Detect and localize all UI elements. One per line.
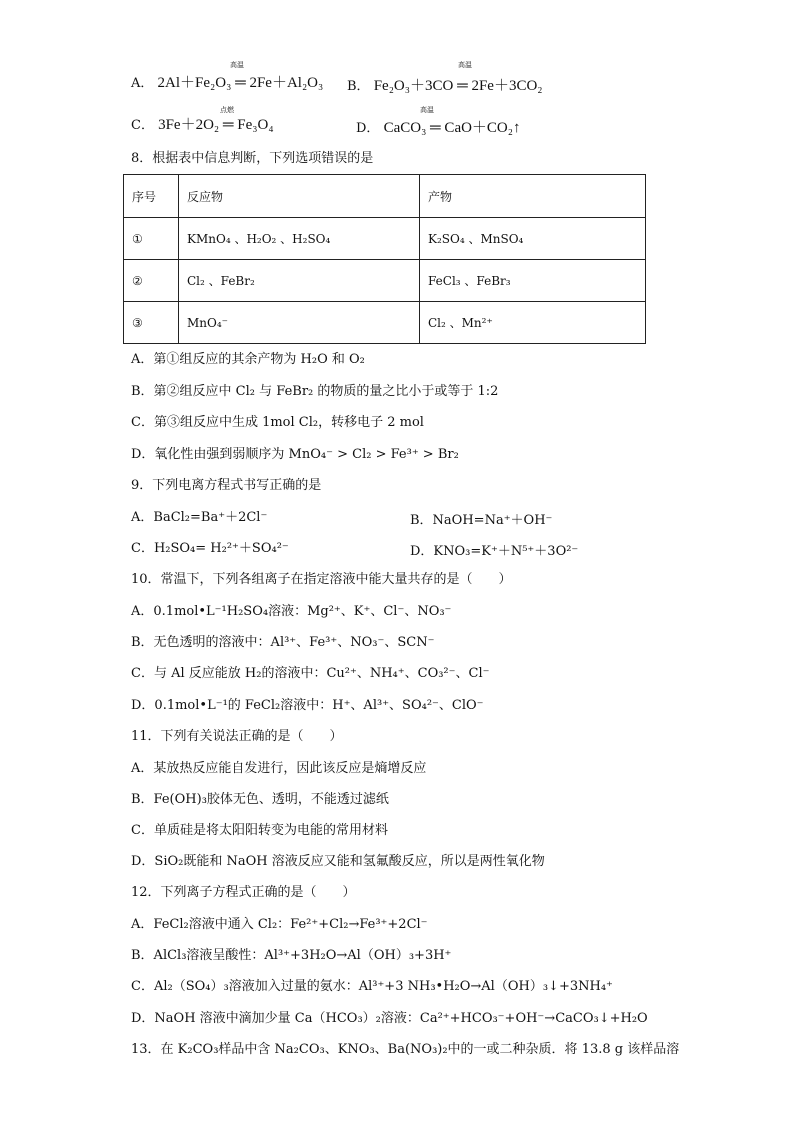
- header-cell: 序号: [124, 175, 179, 218]
- table-cell: Cl₂ 、Mn²⁺: [420, 302, 646, 344]
- q9-stem: 9．下列电离方程式书写正确的是: [131, 478, 322, 493]
- option-label: A．: [131, 76, 154, 91]
- table-cell: KMnO₄ 、H₂O₂ 、H₂SO₄: [179, 218, 420, 260]
- equation: 2Al＋Fe₂O₃ ═ 2Fe＋Al₂O₃: [157, 75, 324, 91]
- table-row: [124, 260, 646, 302]
- table-row: [124, 218, 646, 260]
- q10-option-a: A．0.1mol•L⁻¹H₂SO₄溶液：Mg²⁺、K⁺、Cl⁻、NO₃⁻: [131, 604, 452, 619]
- q10-option-b: B．无色透明的溶液中：Al³⁺、Fe³⁺、NO₃⁻、SCN⁻: [131, 635, 435, 650]
- option-label: B．: [347, 79, 370, 94]
- option-label: D．: [356, 121, 380, 136]
- reaction-condition: 高温: [230, 61, 244, 69]
- q11-stem: 11．下列有关说法正确的是（ ）: [131, 729, 343, 744]
- header-cell: 反应物: [179, 175, 420, 218]
- q12-option-a: A．FeCl₂溶液中通入 Cl₂：Fe²⁺+Cl₂→Fe³⁺+2Cl⁻: [131, 917, 428, 932]
- header-cell: 产物: [420, 175, 646, 218]
- q7-option-d: [356, 116, 521, 137]
- q10-option-c: C．与 Al 反应能放 H₂的溶液中：Cu²⁺、NH₄⁺、CO₃²⁻、Cl⁻: [131, 666, 490, 681]
- q13-stem: 13．在 K₂CO₃样品中含 Na₂CO₃、KNO₃、Ba(NO₃)₂中的一或二种杂质．将 13.8 g 该样品溶: [131, 1042, 680, 1057]
- q8-option-d: D．氧化性由强到弱顺序为 MnO₄⁻ > Cl₂ > Fe³⁺ > Br₂: [131, 447, 459, 462]
- reaction-condition: 高温: [458, 61, 472, 69]
- q9-option-a: A．BaCl₂=Ba⁺＋2Cl⁻: [131, 510, 268, 525]
- reaction-table: [123, 174, 646, 344]
- option-label: C．: [131, 118, 154, 133]
- equation: Fe₂O₃＋3CO ═ 2Fe＋3CO₂: [373, 78, 543, 94]
- table-cell: ①: [124, 218, 179, 260]
- q12-stem: 12．下列离子方程式正确的是（ ）: [131, 885, 356, 900]
- table-cell: MnO₄⁻: [179, 302, 420, 344]
- q7-option-c: [131, 116, 274, 135]
- q11-option-d: D．SiO₂既能和 NaOH 溶液反应又能和氢氟酸反应，所以是两性氧化物: [131, 854, 545, 869]
- q10-option-d: D．0.1mol•L⁻¹的 FeCl₂溶液中：H⁺、Al³⁺、SO₄²⁻、ClO⁻: [131, 698, 484, 713]
- table-row: [124, 302, 646, 344]
- equation: 3Fe＋2O₂ ═ Fe₃O₄: [158, 117, 274, 133]
- table-cell: FeCl₃ 、FeBr₃: [420, 260, 646, 302]
- q12-option-c: C．Al₂（SO₄）₃溶液加入过量的氨水：Al³⁺+3 NH₃•H₂O→Al（OH）₃↓+3NH₄⁺: [131, 979, 613, 994]
- table-cell: ②: [124, 260, 179, 302]
- q12-option-d: D．NaOH 溶液中滴加少量 Ca（HCO₃）₂溶液：Ca²⁺+HCO₃⁻+OH⁻→CaCO₃↓+H₂O: [131, 1011, 648, 1026]
- table-cell: Cl₂ 、FeBr₂: [179, 260, 420, 302]
- q12-option-b: B．AlCl₃溶液呈酸性：Al³⁺+3H₂O→Al（OH）₃+3H⁺: [131, 948, 452, 963]
- reaction-condition: 点燃: [220, 106, 234, 114]
- q9-option-b: B．NaOH=Na⁺＋OH⁻: [410, 513, 553, 528]
- q9-option-c: C．H₂SO₄= H₂²⁺＋SO₄²⁻: [131, 541, 289, 556]
- q11-option-b: B．Fe(OH)₃胶体无色、透明，不能透过滤纸: [131, 792, 389, 807]
- table-cell: K₂SO₄ 、MnSO₄: [420, 218, 646, 260]
- q7-option-a: [131, 74, 323, 93]
- q8-option-c: C．第③组反应中生成 1mol Cl₂，转移电子 2 mol: [131, 415, 424, 430]
- q8-stem: 8．根据表中信息判断，下列选项错误的是: [131, 151, 374, 166]
- equation: CaCO₃ ═ CaO＋CO₂↑: [383, 120, 521, 136]
- q10-stem: 10．常温下，下列各组离子在指定溶液中能大量共存的是（ ）: [131, 572, 512, 587]
- table-cell: ③: [124, 302, 179, 344]
- reaction-condition: 高温: [420, 106, 434, 114]
- q8-option-b: B．第②组反应中 Cl₂ 与 FeBr₂ 的物质的量之比小于或等于 1:2: [131, 384, 499, 399]
- q7-option-b: [347, 74, 543, 95]
- q9-option-d: D．KNO₃=K⁺＋N⁵⁺＋3O²⁻: [410, 544, 579, 559]
- q8-option-a: A．第①组反应的其余产物为 H₂O 和 O₂: [131, 352, 365, 367]
- q11-option-c: C．单质硅是将太阳阳转变为电能的常用材料: [131, 823, 388, 838]
- q11-option-a: A．某放热反应能自发进行，因此该反应是熵增反应: [131, 761, 427, 776]
- table-header-row: [124, 175, 646, 218]
